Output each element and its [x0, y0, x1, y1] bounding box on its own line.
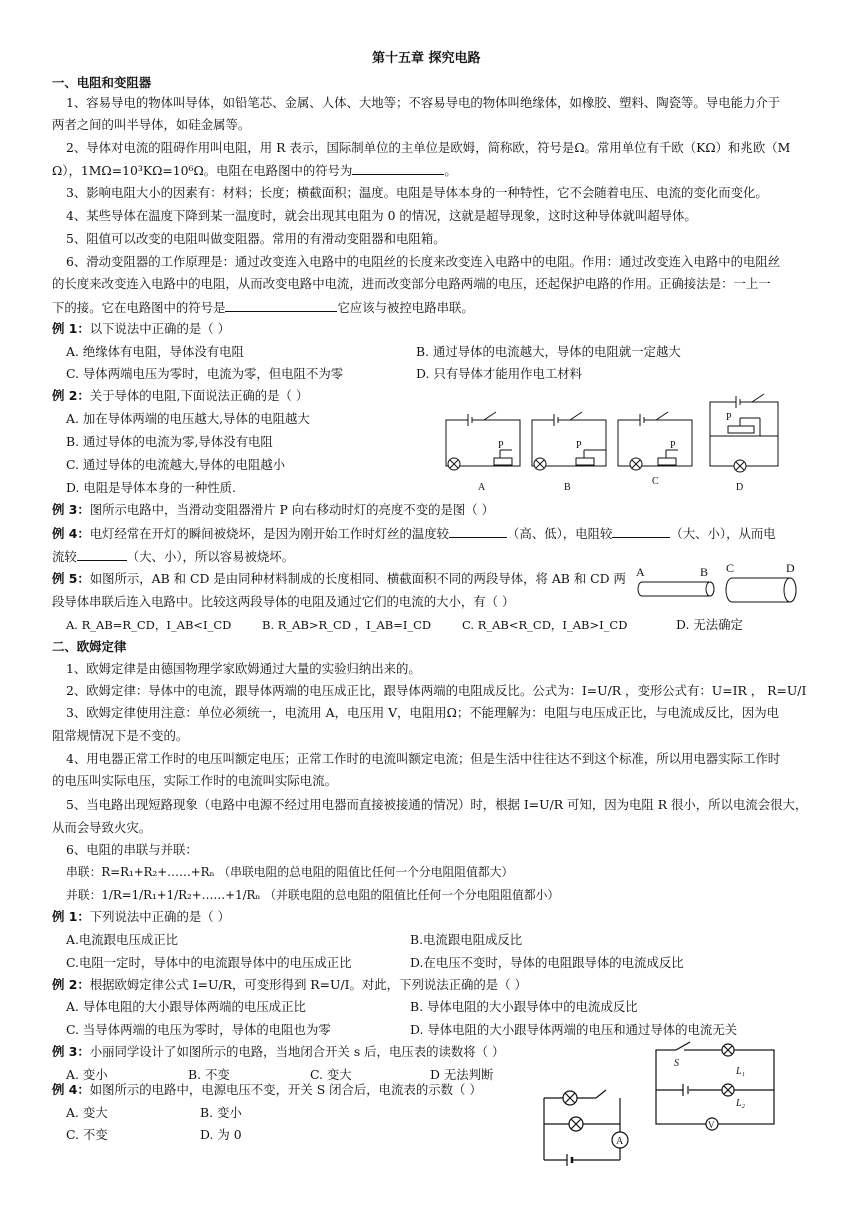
paragraph-text: 的电压叫实际电压，实际工作时的电流叫实际电流。: [52, 773, 337, 788]
paragraph-text: 2、导体对电流的阻碍作用叫电阻，用 R 表示，国际制单位的主单位是欧姆，简称欧，符号是Ω。常用单位有千欧（KΩ）和兆欧（M: [66, 140, 791, 155]
section-heading-resistance: 一、电阻和变阻器: [52, 75, 152, 90]
option-b: B. R_AB>R_CD ，I_AB=I_CD: [262, 618, 432, 632]
option-b: B.电流跟电阻成反比: [410, 932, 523, 947]
paragraph-text: 1、欧姆定律是由德国物理学家欧姆通过大量的实验归纳出来的。: [66, 661, 421, 676]
circuit-b: [532, 412, 606, 470]
paragraph-text: 它应该与被控电路串联。: [337, 300, 474, 315]
option-d: D.在电压不变时，导体的电阻跟导体的电流成反比: [410, 955, 684, 970]
conductor-label-b: B: [700, 565, 709, 579]
option-d: D. 无法确定: [676, 617, 743, 632]
paragraph-text: 6、滑动变阻器的工作原理是：通过改变连入电路中的电阻丝的长度来改变连入电路中的电阻。作用：通过改变连入电路中的电阻丝: [66, 254, 781, 269]
question-text: 如图所示的电路中，电源电压不变，开关 S 闭合后，电流表的示数（ ）: [89, 1082, 482, 1097]
example-question: [52, 502, 494, 518]
example-label: 例 3：: [52, 502, 90, 517]
example-question: [52, 525, 776, 542]
conductors-figure: [632, 562, 806, 612]
paragraph-text: [52, 299, 474, 316]
option-b: B. 变小: [200, 1105, 242, 1120]
paragraph-text: 两者之间的叫半导体，如硅金属等。: [52, 117, 251, 132]
circuit-d: [710, 394, 778, 472]
paragraph-text: 从而会导致火灾。: [52, 820, 152, 835]
answer-blank[interactable]: [612, 525, 670, 538]
option-b: B. 不变: [188, 1067, 230, 1082]
option-d: D 无法判断: [430, 1067, 494, 1082]
paragraph-text: 4、用电器正常工作时的电压叫额定电压；正常工作时的电流叫额定电流；但是生活中往往达不到这个标准，所以用电器实际工作时: [66, 751, 781, 766]
option-a: A. 变大: [66, 1105, 108, 1120]
question-text: （高、低），电阻较: [507, 526, 613, 541]
option-d: D. 只有导体才能用作电工材料: [416, 366, 583, 381]
option-c: C. 不变: [66, 1127, 108, 1142]
paragraph-text: 6、电阻的串联与并联：: [66, 842, 198, 857]
example-question: [52, 1082, 482, 1098]
paragraph-text: 1、容易导电的物体叫导体，如铅笔芯、金属、人体、大地等；不容易导电的物体叫绝缘体，如橡胶、塑料、陶瓷等。导电能力介于: [66, 95, 781, 110]
example-question: [52, 321, 230, 337]
conductor-label-d: D: [786, 562, 795, 575]
lamp-l1-label: L₁: [736, 1066, 746, 1077]
slider-label: P: [576, 440, 582, 451]
option-a: A.电流跟电压成正比: [66, 932, 179, 947]
option-b: B. 通过导体的电流为零,导体没有电阻: [66, 434, 273, 449]
example-question: [52, 548, 294, 565]
conductor-label-a: A: [636, 565, 645, 579]
example-label: 例 4：: [52, 1082, 90, 1097]
paragraph-text: 。: [444, 163, 457, 178]
slider-label: P: [670, 440, 676, 451]
ammeter-circuit-figure: [536, 1080, 640, 1168]
question-text: 电灯经常在开灯的瞬间被烧坏，是因为刚开始工作时灯丝的温度较: [89, 526, 450, 541]
question-text: 段导体串联后连入电路中。比较这两段导体的电阻及通过它们的电流的大小，有（ ）: [52, 594, 515, 609]
question-text: 根据欧姆定律公式 I=U/R，可变形得到 R=U/I。对此，下列说法正确的是（ ）: [89, 977, 527, 992]
switch-label: S: [674, 1058, 679, 1069]
series-formula: 串联：R=R₁+R₂+……+Rₙ （串联电阻的总电阻的阻值比任何一个分电阻阻值都大）: [66, 865, 514, 879]
option-c: C.电阻一定时，导体中的电流跟导体中的电压成正比: [66, 955, 352, 970]
question-text: （大、小），所以容易被烧坏。: [126, 549, 295, 564]
figure-label-d: D: [736, 482, 744, 493]
answer-blank[interactable]: [225, 299, 337, 312]
option-c: C. 当导体两端的电压为零时，导体的电阻也为零: [66, 1022, 331, 1037]
circuit-a: [446, 412, 520, 470]
figure-label-b: B: [564, 482, 571, 493]
paragraph-text: 3、欧姆定律使用注意：单位必须统一，电流用 A，电压用 V，电阻用Ω；不能理解为：电阻与电压成正比，与电流成反比，因为电: [66, 705, 780, 720]
paragraph-text: 5、阻值可以改变的电阻叫做变阻器。常用的有滑动变阻器和电阻箱。: [66, 231, 446, 246]
parallel-formula: 并联：1/R=1/R₁+1/R₂+……+1/Rₙ （并联电阻的总电阻的阻值比任何一个分电阻阻值都小）: [66, 888, 560, 902]
paragraph-text: 的长度来改变连入电路中的电阻，从而改变电路中电流，进而改变部分电路两端的电压，还起保护电路的作用。正确接法是：一上一: [52, 276, 771, 291]
option-d: D. 电阻是导体本身的一种性质.: [66, 480, 236, 495]
slider-label: P: [498, 440, 504, 451]
conductor-label-c: C: [726, 562, 735, 575]
example-label: 例 2：: [52, 977, 90, 992]
paragraph-text: 5、当电路出现短路现象（电路中电源不经过用电器而直接被接通的情况）时，根据 I=U/R 可知，因为电阻 R 很小，所以电流会很大，: [66, 797, 808, 812]
example-question: [52, 571, 626, 587]
figure-label-c: C: [652, 476, 659, 487]
figure-label-a: A: [478, 482, 486, 493]
paragraph-text: 下的接。它在电路图中的符号是: [52, 300, 226, 315]
example-question: [52, 1044, 504, 1060]
option-d: D. 导体电阻的大小跟导体两端的电压和通过导体的电流无关: [410, 1022, 738, 1037]
paragraph-text: 阻常规情况下是不变的。: [52, 728, 189, 743]
paragraph-text: Ω），1MΩ=10³KΩ=10⁶Ω。电阻在电路图中的符号为: [52, 163, 353, 178]
option-a: A. R_AB=R_CD，I_AB<I_CD: [66, 618, 232, 632]
option-c: C. 通过导体的电流越大,导体的电阻越小: [66, 457, 286, 472]
paragraph-text: [52, 162, 457, 179]
option-c: C. 变大: [310, 1067, 352, 1082]
option-d: D. 为 0: [200, 1127, 242, 1142]
circuit-c: [618, 412, 692, 470]
voltmeter-label: V: [708, 1120, 715, 1130]
example-label: 例 4：: [52, 526, 90, 541]
answer-blank[interactable]: [352, 162, 444, 175]
voltmeter-circuit-figure: [650, 1040, 780, 1136]
ammeter-label: A: [616, 1136, 624, 1147]
question-text: 以下说法中正确的是（ ）: [89, 321, 230, 336]
option-c: C. 导体两端电压为零时，电流为零，但电阻不为零: [66, 366, 344, 381]
example-label: 例 2：: [52, 388, 90, 403]
section-heading-ohms-law: 二、欧姆定律: [52, 639, 127, 654]
example-label: 例 5：: [52, 571, 90, 586]
rheostat-circuits-figure: [440, 392, 780, 496]
option-a: A. 加在导体两端的电压越大,导体的电阻越大: [66, 411, 310, 426]
answer-blank[interactable]: [449, 525, 507, 538]
paragraph-text: 4、某些导体在温度下降到某一温度时，就会出现其电阻为 0 的情况，这就是超导现象，这时这种导体就叫超导体。: [66, 208, 697, 223]
example-question: [52, 909, 230, 925]
example-label: 例 1：: [52, 321, 90, 336]
answer-blank[interactable]: [77, 548, 127, 561]
example-question: [52, 388, 308, 404]
paragraph-text: 3、影响电阻大小的因素有：材料；长度；横截面积；温度。电阻是导体本身的一种特性，它不会随着电压、电流的变化而变化。: [66, 185, 768, 200]
question-text: （大、小），从而电: [670, 526, 776, 541]
example-question: [52, 977, 527, 993]
question-text: 关于导体的电阻,下面说法正确的是（ ）: [89, 388, 309, 403]
question-text: 如图所示，AB 和 CD 是由同种材料制成的长度相同、横截面积不同的两段导体，将 AB 和 CD 两: [89, 571, 626, 586]
option-a: A. 导体电阻的大小跟导体两端的电压成正比: [66, 999, 306, 1014]
example-label: 例 1：: [52, 909, 90, 924]
slider-label: P: [726, 412, 732, 423]
option-a: A. 绝缘体有电阻，导体没有电阻: [66, 344, 244, 359]
question-text: 流较: [52, 549, 77, 564]
lamp-l2-label: L₂: [736, 1098, 746, 1109]
question-text: 图所示电路中，当滑动变阻器滑片 P 向右移动时灯的亮度不变的是图（ ）: [89, 502, 494, 517]
question-text: 小丽同学设计了如图所示的电路，当地闭合开关 s 后，电压表的读数将（ ）: [89, 1044, 505, 1059]
option-c: C. R_AB<R_CD，I_AB>I_CD: [462, 618, 628, 632]
page-title: 第十五章 探究电路: [372, 51, 481, 66]
example-label: 例 3：: [52, 1044, 90, 1059]
option-b: B. 导体电阻的大小跟导体中的电流成反比: [410, 999, 638, 1014]
option-a: A. 变小: [66, 1067, 108, 1082]
question-text: 下列说法中正确的是（ ）: [89, 909, 230, 924]
paragraph-text: 2、欧姆定律：导体中的电流，跟导体两端的电压成正比，跟导体两端的电阻成反比。公式为：I=U/R ，变形公式有：U=IR ， R=U/I: [66, 683, 807, 698]
option-b: B. 通过导体的电流越大，导体的电阻就一定越大: [416, 344, 681, 359]
